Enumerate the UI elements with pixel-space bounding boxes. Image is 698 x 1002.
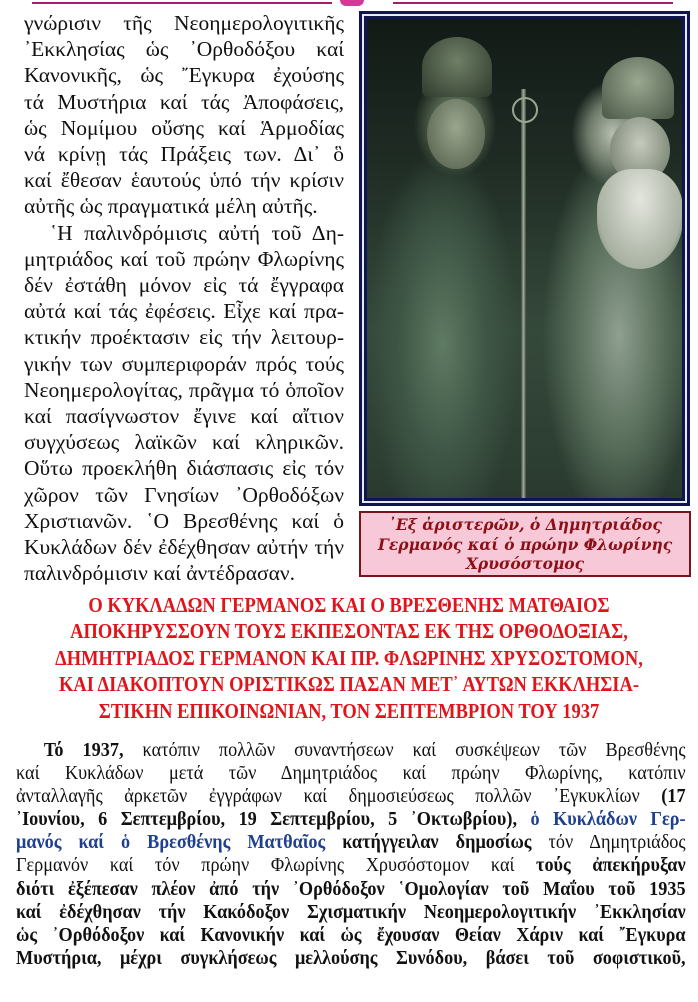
headline-line: ΚΑΙ ΔΙΑΚΟΠΤΟΥΝ ΟΡΙΣΤΙΚΩΣ ΠΑΣΑΝ ΜΕΤ᾿ ΑΥΤΩΝ ΕΚΚΛΗΣΙΑ-: [58, 672, 640, 697]
caption-line: Χρυσόστομος: [465, 554, 585, 573]
headline-line: ΑΠΟΚΗΡΥΣΣΟΥΝ ΤΟΥΣ ΕΚΠΕΣΟΝΤΑΣ ΕΚ ΤΗΣ ΟΡΘΟΔΟΞΙΑΣ,: [70, 619, 628, 644]
photo-caption: [359, 511, 691, 577]
body-line: [16, 878, 686, 901]
body-line: [16, 831, 686, 854]
photo-border: [362, 14, 687, 503]
text-line: Κυκλάδων δέν ἐδέχθησαν αὐτήν τήν: [24, 535, 344, 560]
text-line: καί ἔθεσαν ἑαυτούς ὑπό τήν κρίσιν: [24, 168, 344, 193]
top-rule-left: [32, 2, 332, 4]
body-line: [16, 854, 686, 877]
text-line: αὐτά καί τάς ἐφέσεις. Εἶχε καί πρα-: [24, 299, 344, 324]
caption-line: Γερμανός καί ὁ πρώην Φλωρίνης: [377, 534, 673, 554]
text: ἀνταλλαγῆς ἀρκετῶν ἐγγράφων καί δημοσιεύσεως πολλῶν ᾿Εγκυκλίων: [16, 786, 662, 808]
text-line: ῾Η παλινδρόμισις αὐτή τοῦ Δη-: [50, 220, 344, 245]
photo-frame: [359, 11, 690, 506]
figure-right-beard: [597, 169, 682, 269]
body-line: [16, 901, 686, 924]
crozier-icon: [521, 89, 526, 498]
bold-text: κατήγγειλαν δημοσίως: [325, 832, 532, 854]
body-text: [16, 739, 686, 970]
figure-left-face: [427, 99, 485, 169]
text-line: μητριάδος καί τοῦ πρώην Φλωρίνης: [24, 246, 344, 271]
text-line: παλινδρόμισιν καί ἀντέδρασαν.: [24, 561, 295, 586]
text: κατόπιν πολλῶν συναντήσεων καί συσκέψεων τῶν Βρεσθένης: [123, 740, 686, 761]
body-line: [16, 924, 686, 947]
body-line: [16, 739, 686, 762]
text-line: αὐτῆς ὡς πραγματικά μέλη αὐτῆς.: [24, 194, 318, 219]
bold-text: ᾿Ιουνίου, 6 Σεπτεμβρίου, 19 Σεπτεμβρίου, 5 ᾿Οκτωβρίου),: [16, 809, 518, 831]
text-line: Οὕτω προεκλήθη διάσπασις εἰς τόν: [24, 456, 344, 481]
caption-line: ᾿Εξ ἀριστερῶν, ὁ Δημητριάδος: [388, 515, 662, 534]
text-line: γικήν των συμπεριφοράν πρός τούς: [24, 351, 344, 376]
text-line: νά κρίνῃ τάς Πράξεις των. Δι᾿ ὃ: [24, 142, 344, 167]
top-rule-right: [393, 2, 673, 4]
text-line: κτικήν προέκτασιν εἰς τήν λειτουρ-: [24, 325, 344, 350]
paragraph-1: [24, 10, 344, 220]
bishops-photograph: [367, 19, 682, 498]
body-line: [16, 808, 686, 831]
headline-line: Ο ΚΥΚΛΑΔΩΝ ΓΕΡΜΑΝΟΣ ΚΑΙ Ο ΒΡΕΣΘΕΝΗΣ ΜΑΤΘΑΙΟΣ: [88, 593, 610, 617]
body-line: [16, 947, 686, 970]
text: τόν Δημητριάδος: [531, 832, 686, 854]
left-column-text: [24, 10, 344, 586]
paragraph-2: [24, 220, 344, 587]
text-line: Χριστιανῶν. ῾Ο Βρεσθένης καί ὁ: [24, 508, 344, 533]
bold-text: διότι ἐξέπεσαν πλέον ἀπό τήν ᾿Ορθόδοξον ῾Ομολογίαν τοῦ Μαΐου τοῦ 1935: [16, 878, 686, 900]
mitre-left: [422, 37, 492, 97]
body-line: [16, 762, 686, 785]
text-line: καί πασίγνωστον ἔγινε καί αἴτιον: [24, 404, 344, 429]
bold-text: καί ἐδέχθησαν τήν Κακόδοξον Σχισματικήν Νεοημερολογιτικήν ᾿Εκκλησίαν: [16, 901, 686, 923]
bold-text: (17: [661, 786, 686, 808]
section-headline: [42, 592, 656, 724]
text-line: χῶρον τῶν Γνησίων ᾿Ορθοδόξων: [24, 482, 344, 507]
bold-text: Μυστήρια, μέχρι συγκλήσεως μελλούσης Συνόδου, βάσει τοῦ σοφιστικοῦ,: [16, 947, 686, 969]
headline-line: ΔΗΜΗΤΡΙΑΔΟΣ ΓΕΡΜΑΝΟΝ ΚΑΙ ΠΡ. ΦΛΩΡΙΝΗΣ ΧΡΥΣΟΣΤΟΜΟΝ,: [55, 645, 643, 670]
highlighted-names: ὁ Κυκλάδων Γερ-: [517, 809, 686, 831]
crozier-top: [512, 97, 538, 123]
text-line: ὡς Νομίμου οὔσης καί Ἁρμοδίας: [24, 115, 344, 140]
ornament-icon: [340, 0, 364, 6]
mitre-right: [602, 57, 674, 119]
text: Γερμανόν καί τόν πρώην Φλωρίνης Χρυσόστομον καί: [16, 855, 537, 877]
text-line: τά Μυστήρια καί τάς Ἀποφάσεις,: [24, 89, 344, 114]
text-line: γνώρισιν τῆς Νεοημερολογιτικῆς: [24, 11, 344, 35]
text-line: ᾿Εκκλησίας ὡς ᾿Ορθοδόξου καί: [24, 37, 344, 62]
text-line: Κανονικῆς, ὡς ῎Εγκυρα ἐχούσης: [24, 63, 344, 88]
body-line: [16, 785, 686, 808]
bold-text: Τό 1937,: [43, 740, 124, 761]
text: καί Κυκλάδων μετά τῶν Δημητριάδος καί πρώην Φλωρίνης, κατόπιν: [16, 763, 686, 785]
text-line: δέν ἐστάθη μόνον εἰς τά ἔγγραφα: [24, 273, 344, 298]
bold-text: τούς ἀπεκήρυξαν: [536, 855, 686, 877]
text-line: Νεοημερολογίτας, πρᾶγμα τό ὁποῖον: [24, 377, 344, 402]
bold-text: ὡς ᾿Ορθόδοξον καί Κανονικήν καί ὡς ἔχουσαν Θείαν Χάριν καί ῎Εγκυρα: [16, 924, 686, 946]
text-line: συγχύσεως λαϊκῶν καί κληρικῶν.: [24, 430, 344, 455]
headline-line: ΣΤΙΚΗΝ ΕΠΙΚΟΙΝΩΝΙΑΝ, ΤΟΝ ΣΕΠΤΕΜΒΡΙΟΝ ΤΟΥ 1937: [98, 698, 600, 723]
highlighted-names: μανός καί ὁ Βρεσθένης Ματθαῖος: [16, 832, 326, 854]
